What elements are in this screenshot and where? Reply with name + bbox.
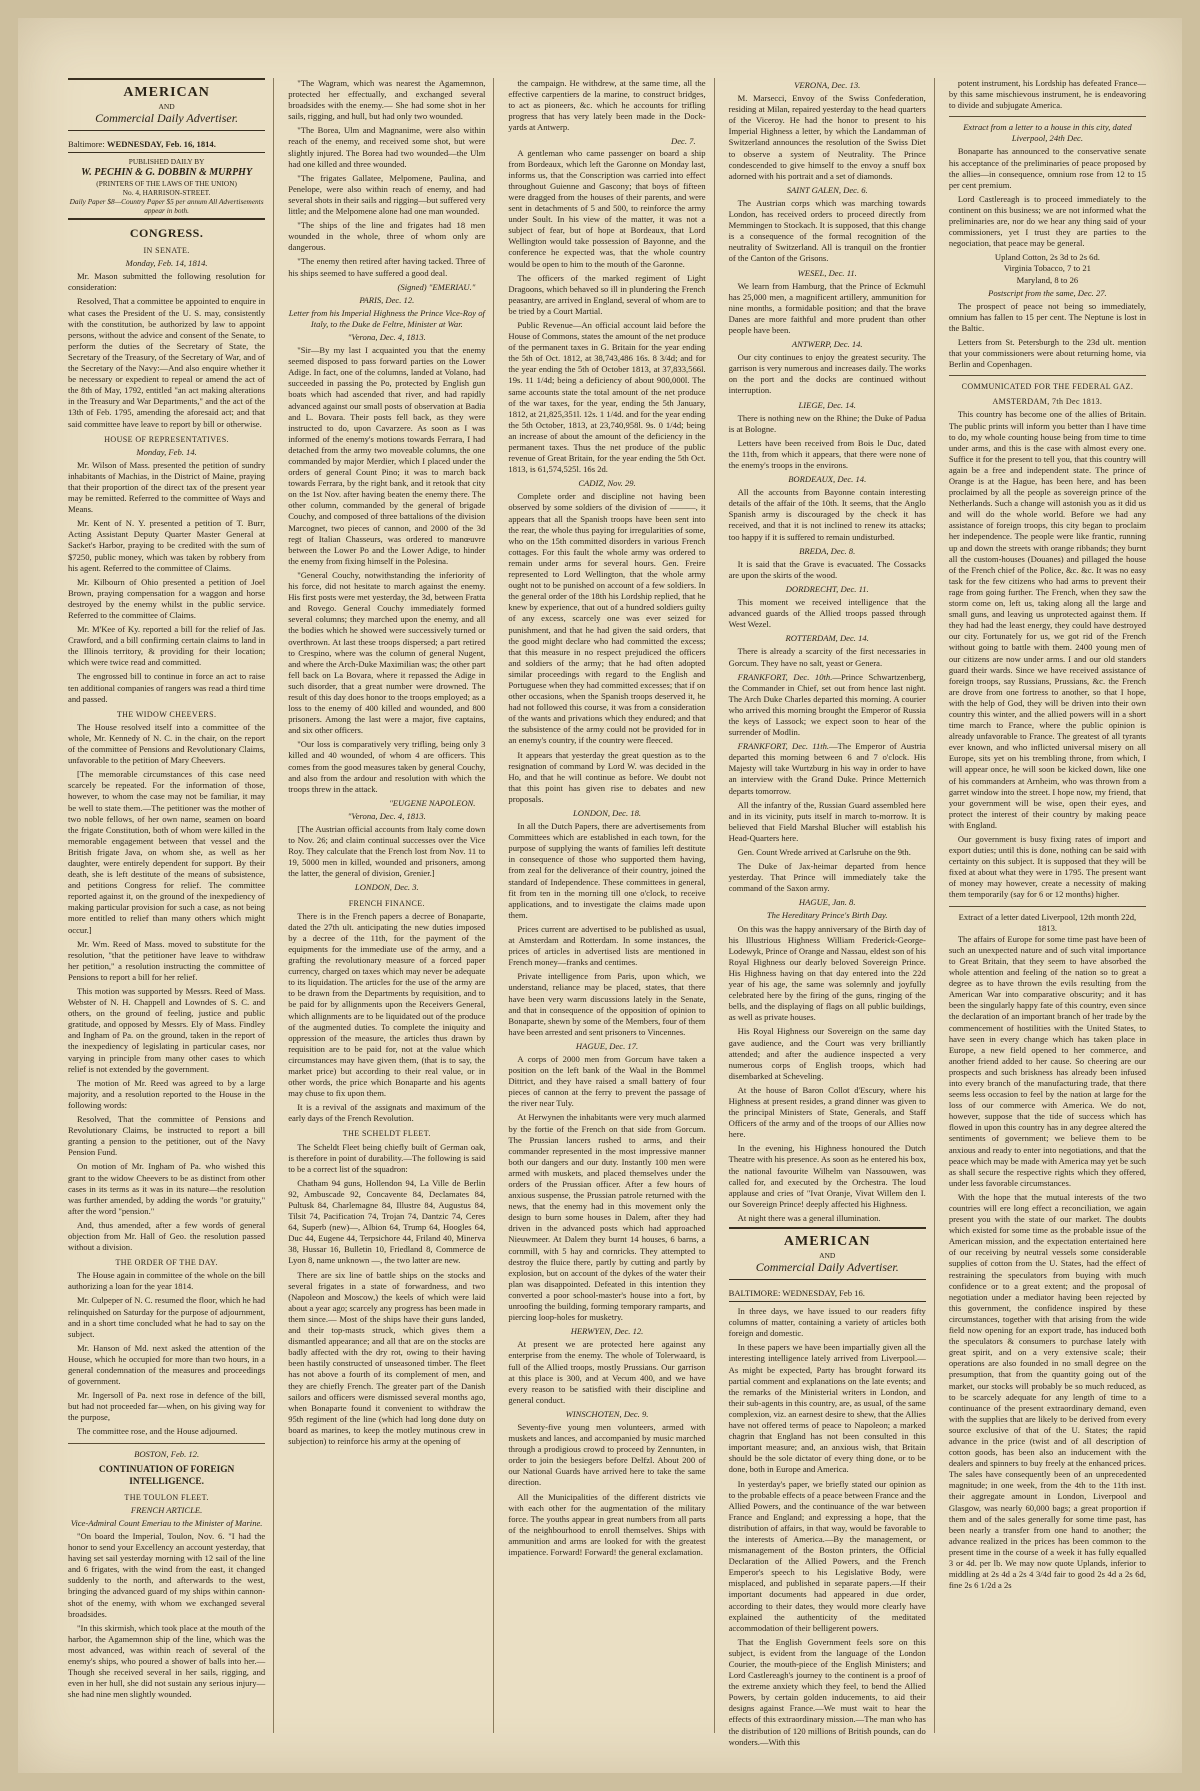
congress-heading: CONGRESS. xyxy=(129,226,204,241)
paragraph: Mr. Hanson of Md. next asked the attention of the House, which he occupied for more than two hours, in a general condemnation of the measures and proceedings of government. xyxy=(68,1342,266,1387)
paragraph: In all the Dutch Papers, there are advertisements from Committees which are established in each town, for the purpose of supplying the wants of families left destitute in consequence of those who supported them having, from zeal for the deliverance of their country, joined the standard of Independence. These committees in general, fit from ten in the morning till one o'clock, to receive applications, and to investigate the claims made upon them. xyxy=(508,821,706,920)
paragraph: Mr. Kilbourn of Ohio presented a petition of Joel Brown, praying compensation for a waggon and horse destroyed by the enemy whilst in the public service. Referred to the committee of Claims. xyxy=(68,576,266,620)
paragraph: [The memorable circumstances of this case need scarcely be repeated. For the information of those, however, to whom the case may not be familiar, it may be well to state them.—The petitioner was the mother of two noble fellows, of her own name, seamen on board the frigate Constitution, both of whom were killed in the memorable engagement between that vessel and the British frigate Java, on whom she, as well as her daughter, were entirely dependent for support. By their death, she is left destitute of the means of subsistence, and petitions Congress for relief. The committee reported against it, on the ground of the inexpediency of making particular provision for such a case, as not being more entitled to relief than many others which might occur.] xyxy=(68,769,266,935)
paragraph: We learn from Hamburg, that the Prince of Eckmuhl has 25,000 men, a magnificent artillery, ammunition for nine months, a formidable position; and that the brave Danes are more faithful and more prudent than other people have been. xyxy=(728,280,926,335)
wesel-dateline: WESEL, Dec. 11. xyxy=(797,267,857,278)
publishers: W. PECHIN & G. DOBBIN & MURPHY xyxy=(81,167,253,179)
paragraph: Mr. Kent of N. Y. presented a petition of T. Burr, Acting Assistant Deputy Quarter Master General at Sacket's Harbor, praying to be credited with the sum of $7250, public money, which was taken by robbery from his agent. Referred to the committee of Claims. xyxy=(68,518,266,573)
frankfort-dateline: FRANKFORT, Dec. 10th. xyxy=(737,671,833,682)
masthead-subtitle: Commercial Daily Advertiser. xyxy=(95,111,239,125)
continuation-heading: CONTINUATION OF FOREIGN INTELLIGENCE. xyxy=(98,1464,235,1487)
signature: "EUGENE NAPOLEON. xyxy=(389,797,476,808)
paragraph xyxy=(729,741,926,796)
terms: Daily Paper $8—Country Paper $5 per annum All Advertisements appear in both. xyxy=(68,197,265,220)
paragraph: This moment we received intelligence that the advanced guards of the Allied troops passed through West Wezel. xyxy=(728,597,926,630)
paragraph: Mr. Ingersoll of Pa. next rose in defence of the bill, but had not proceeded far—when, on his giving way for the purpose, xyxy=(68,1390,266,1423)
paragraph: Private intelligence from Paris, upon which, we understand, reliance may be placed, states, that there have been very warm discussions lately in the Senate, and that in consequence of the opposition of opinion to Bonaparte, shewn by some of the Members, four of them have been arrested and sent prisoners to Vincennes. xyxy=(508,971,706,1037)
saint-galen-dateline: SAINT GALEN, Dec. 6. xyxy=(786,184,868,195)
price-line: Upland Cotton, 2s 3d to 2s 6d. xyxy=(994,252,1100,263)
boston-dateline: BOSTON, Feb. 12. xyxy=(134,1448,200,1459)
paragraph xyxy=(729,672,926,739)
published-by: PUBLISHED DAILY BY xyxy=(128,157,205,167)
divider xyxy=(949,906,1146,907)
paragraph: M. Marsecci, Envoy of the Swiss Confederation, residing at Milan, repaired yesterday to the head quarters of the Viceroy. He had the honor to present to his Imperial Highness a letter, by which the Landamman of Switzerland announces the resolution of the Swiss Diet to observe a system of Neutrality. The Prince condescended to give himself to the envoy a snuff box adorned with his portrait and a set of diamonds. xyxy=(728,93,926,181)
divider xyxy=(949,375,1146,376)
paragraph: The affairs of Europe for some time past have been of such an unexpected nature and of such vital importance to Great Britain, that they seem to have absorbed the whole attention and feeling of the nation so to great a degree as to have thrown the evils resulting from the American War into comparative obscurity; and it has been the singularly happy fate of this country, even since the declaration of an important branch of her trade by the commencement of hostilities with the United States, to have seen in every change which has taken place in Europe, a new field opened to her commerce, and another friend added to her cause. So cheering are our prospects and such briskness has already been infused into every branch of the manufacturing trade, that there seems less occasion to feel by the nation at large for the loss of our commerce with America. We do not, however, suppose that the tide of success which has flowed in upon this country has in any degree altered the sentiments of government; we believe them to be anxious and ready to enter into negotiations, and that the peace which may be made with America may yet be such as shall secure the respective rights which they offered, under less favorable circumstances. xyxy=(948,933,1147,1188)
paragraph: That the English Government feels sore on this subject, is evident from the language of the London Courier, the mouth-piece of the English Ministers; and Lord Castlereagh's journey to the continent is a proof of the extreme anxiety which they feel, to bend the Allied Powers, by certain golden inducements, to aid their designs against France.—We must wait to hear the effects of this extraordinary mission.—The man who has the distribution of 120 millions of British pounds, can do wonders.—With this xyxy=(728,1636,926,1747)
london-dateline: LONDON, Dec. 3. xyxy=(354,882,419,893)
paris-dateline: PARIS, Dec. 12. xyxy=(359,294,415,305)
paragraph: All the Municipalities of the different districts vie with each other for the augmentation of the military force. The youths appear in great numbers from all parts of the neighbourhood to enroll themselves. Ships with ammunition and arms are looked for with the greatest impatience. Forward! Forward! the general exclamation. xyxy=(508,1491,706,1557)
birthday-heading: The Hereditary Prince's Birth Day. xyxy=(766,910,888,921)
paragraph: In yesterday's paper, we briefly stated our opinion as to the probable effects of a peace between France and the Allied Powers, and the continuance of the war between France and England; and expressing a hope, that the distribution of affairs, in that way, would be favorable to the interests of America.—By the management, or mismanagement of the Boston printers, the Official Declaration of the Allied Powers, and the French Emperor's speech to his Legislative Body, were misplaced, and published in separate papers.—If their important documents had appeared in due order, according to their dates, they would more clearly have explained the authenticity of the meditated accommodation of their belligerent powers. xyxy=(728,1478,926,1633)
masthead-and: AND xyxy=(158,102,175,111)
paragraph: At night there was a general illumination. xyxy=(737,1212,881,1223)
dateline: Baltimore: WEDNESDAY, Feb. 16, 1814. xyxy=(68,137,265,153)
verona-dateline: "Verona, Dec. 4, 1813. xyxy=(347,331,426,342)
paragraph: "The Wagram, which was nearest the Agamemnon, protected her effectually, and exchanged several broadsides with the enemy.— She had some shot in her sails, rigging, and hull, but had only two wounded. xyxy=(288,78,486,122)
column-2 xyxy=(288,78,494,1733)
masthead-title: AMERICAN xyxy=(783,1234,871,1249)
paragraph: [The Austrian official accounts from Italy come down to Nov. 26; and claim continual successes over the Vice Roy. They calculate that the French lost from Nov. 11 to 19, 5000 men in killed, wounded and prisoners, among the latter, the general of division, Grenier.] xyxy=(288,824,486,879)
dordrecht-dateline: DORDRECHT, Dec. 11. xyxy=(785,583,869,594)
paragraph: Our city continues to enjoy the greatest security. The garrison is very numerous and increases daily. The works on the port and the docks are continued without interruption. xyxy=(728,352,926,396)
paragraph: The House again in committee of the whole on the bill authorizing a loan for the year 1814. xyxy=(68,1270,266,1292)
extract-heading: Extract from a letter to a house in this city, dated Liverpool, 24th Dec. xyxy=(963,122,1132,144)
paragraph: "General Couchy, notwithstanding the inferiority of his force, did not hesitate to march against the enemy. His first posts were met yesterday, the 3d, between Fratta and Rovego. General Couchy immediately formed several columns; they marched upon the enemy, and all the bodies which he showed were successively turned or overthrown. At last these troops dispersed; a part retired to Crespino, where was the column of general Nugent, and where the Arch-Duke Maximilian was; the other part fell back on La Bovara, where it repassed the Adige in such disorder, that a great number were drowned. The result of this day does honor to the troops employed; as a loss to the enemy of 400 killed and wounded, and 800 prisoners. Among the last were a major, five captains, and six other officers. xyxy=(288,569,486,736)
finance-heading: FRENCH FINANCE. xyxy=(348,898,425,908)
extract-heading: Extract of a letter dated Liverpool, 12th month 22d, 1813. xyxy=(958,911,1137,933)
paragraph: In three days, we have issued to our readers fifty columns of matter, containing a variety of articles both foreign and domestic. xyxy=(728,1306,926,1339)
verona-dateline: VERONA, Dec. 13. xyxy=(794,80,861,90)
paragraph: This country has become one of the allies of Britain. The public prints will inform you better than I have time to do, my whole counting house being from time to time under arms, and this is the case with almost every one. Suffice it for the present to tell you, that this country will again be a free and independent state. The prince of Orange is at the Hague, has been here, and has been proclaimed by all the people as sovereign prince of the Netherlands. Such a change will astonish you as it did us and will do the whole world. Before we had any assistance of foreign troops, this city began to proclaim her independence. The people were like frantic, running up and down the streets with orange ribbands; they burnt all the custom-houses (Douanes) and pillaged the house of the French chief of the Police, &c. &c. It was no easy task for the few citizens who had arms to prevent their rage from going further. The French, when they saw the storm come on, left us, taking along all the large and small guns, and leaving us unprotected against them. If they had had the least energy, they could have destroyed our city. Fortunately for us, we got rid of the French without going to battle with them. 2400 young men of our citizens are now under arms. I and our old standers guard their wards. Since we have received assistance of foreign troops, say Russians, Prussians, &c. the French are drove from one fortress to another, so that I hope, with the help of God, they will be driven into their own country this winter, and the allied powers will in a short time march to France, where the public opinion is already unfavorable to France. The greatest of all tyrants ever known, and who inflicted universal misery on all Europe, sits yet on his trembling throne, from which, I will appear once, he will soon be kicked down, like one of his commanders at Arnheim, who was thrown from a garret window into the street. I hope now, my friend, that your government will be wise, open their eyes, and protect the interest of their country by making peace with England. xyxy=(948,409,1147,830)
price-line: Maryland, 8 to 26 xyxy=(1016,274,1079,285)
divider xyxy=(68,1443,265,1444)
paragraph: "The ships of the line and frigates had 18 men wounded in the whole, three of whom only are dangerous. xyxy=(288,220,486,253)
house-heading: HOUSE OF REPRESENTATIVES. xyxy=(104,434,229,444)
widow-heading: THE WIDOW CHEEVERS. xyxy=(116,709,217,719)
senate-date: Monday, Feb. 14, 1814. xyxy=(125,258,208,269)
paragraph: Lord Castlereagh is to proceed immediately to the continent on this business; we are not informed what the preliminaries are, nor do we hear any thing said of your commissioners, yet I trust they are parties to the negociation, that peace may be general. xyxy=(948,193,1147,249)
paragraph: His Royal Highness our Sovereign on the same day gave audience, and the Court was very brilliantly attended; and after the audience inspected a very numerous corps of English troops, which had disembarked at Scheveling. xyxy=(728,1026,926,1081)
paragraph: It is said that the Grave is evacuated. The Cossacks are upon the skirts of the wood. xyxy=(728,558,926,580)
communicated-heading: COMMUNICATED FOR THE FEDERAL GAZ. xyxy=(961,382,1134,392)
frankfort-dateline: FRANKFORT, Dec. 11th. xyxy=(737,741,830,752)
paragraph: A corps of 2000 men from Gorcum have taken a position on the left bank of the Waal in the Bommel Dittrict, and they have raised a small battery of four pieces of cannon at the ferry to prevent the passage of the river near Tuly. xyxy=(508,1053,706,1109)
herwynen-dateline: HERWYEN, Dec. 12. xyxy=(570,1326,644,1337)
postscript-heading: Postscript from the same, Dec. 27. xyxy=(988,287,1107,298)
paragraph: The motion of Mr. Reed was agreed to by a large majority, and a resolution reported to the House in the following words: xyxy=(68,1077,266,1110)
dateline-date: WEDNESDAY, Feb. 16, 1814. xyxy=(106,139,216,149)
paragraph: In the evening, his Highness honoured the Dutch Theatre with his presence. As soon as he entered his box, the national favourite Wilhelm van Nassouwen, was called for, and executed by the Orchestra. The loud applause and cries of "Ivat Oranje, Vivat Willem den I. our Sovereign Prince! deeply affected his Highness. xyxy=(728,1143,926,1209)
paragraph: "The Borea, Ulm and Magnanime, were also within reach of the enemy, and received some shot, but were slightly injured. The Borea had two wounded—the Ulm had one killed and three wounded. xyxy=(288,125,486,169)
paragraph: The committee rose, and the House adjourned. xyxy=(77,1426,238,1437)
paragraph: It appears that yesterday the great question as to the resignation of command by Lord W. was decided in the Ho, and that he will continue as before. We doubt not that this point has given rise to debates and new proposals. xyxy=(508,749,706,804)
paragraph: Gen. Count Wrede arrived at Carlsruhe on the 9th. xyxy=(737,847,911,857)
paragraph: "On board the Imperial, Toulon, Nov. 6. "I had the honor to send your Excellency an account yesterday, that having set sail yesterday morning with 12 sail of the line and 6 frigates, with the wind from the east, it changed suddenly to the north, and afterwards to the west, bringing the advanced guard of my ships within cannon-shot of the enemy, with whom we exchanged several broadsides. xyxy=(68,1530,266,1619)
columns xyxy=(68,78,1147,1747)
paragraph: Bonaparte has announced to the conservative senate his acceptance of the preliminaries of peace proposed by the allies—in consequence, omnium rose from 12 to 15 per cent premium. xyxy=(948,146,1147,190)
french-article-heading: FRENCH ARTICLE. xyxy=(130,1504,203,1515)
paragraph: At present we are protected here against any enterprise from the enemy. The whole of Tolerwaard, is full of the Allied troops, mostly Prussians. Our garrison at this place is 300, and at Vecum 400, and we have every reason to be satisfied with their discipline and general conduct. xyxy=(508,1339,706,1405)
paragraph: potent instrument, his Lordship has defeated France—by this same mischievous instrument, he is endeavoring to divide and subjugate America. xyxy=(948,78,1147,111)
paragraph: There is nothing new on the Rhine; the Duke of Padua is at Bologne. xyxy=(728,412,926,434)
paragraph: Mr. Culpeper of N. C. resumed the floor, which he had relinquished on Saturday for the purpose of adjournment, and in a short time concluded what he had to say on the subject. xyxy=(68,1295,266,1339)
paragraph: "The enemy then retired after having tacked. Three of his ships seemed to have suffered a good deal. xyxy=(288,256,486,278)
masthead xyxy=(68,78,265,131)
winschoten-dateline: WINSCHOTEN, Dec. 9. xyxy=(565,1408,649,1419)
paragraph: Letters from St. Petersburgh to the 23d ult. mention that your commissioners were about returning home, via Berlin and Copenhagen. xyxy=(948,336,1147,370)
breda-dateline: BREDA, Dec. 8. xyxy=(799,545,856,556)
amsterdam-dateline: AMSTERDAM, 7th Dec 1813. xyxy=(992,397,1103,407)
paragraph: The engrossed bill to continue in force an act to raise ten additional companies of rangers was read a third time and passed. xyxy=(68,671,266,704)
paragraph: "In this skirmish, which took place at the mouth of the harbor, the Agamemnon ship of the line, which was the most advanced, was within reach of several of the enemy's ships, who poured a shower of balls into her.— Though she received several in her sails, rigging, and even in her hull, she did not sustain any serious injury—she had nine men slightly wounded. xyxy=(68,1622,266,1700)
divider xyxy=(949,116,1146,117)
paragraph: Resolved, That a committee be appointed to enquire in what cases the President of the U. S. may, consistently with the constitution, be authorized by law to appoint persons, without the advice and consent of the Senate, to perform the duties of the Secretary of State, the Secretary of the Treasury, of the Secretary of War, and of the Secretary of the Navy:—And also enquire whether it be necessary or expedient to repeal or amend the act of the 8th of May, 1792, entitled "an act making alterations in the Treasury and War Departments," and the act of the 13th of Feb. 1795, amending the aforesaid act; and that said committee have leave to report by bill or otherwise. xyxy=(68,296,266,429)
masthead-secondary xyxy=(729,1227,926,1280)
senate-heading: IN SENATE. xyxy=(143,246,190,256)
paragraph: Mr. Wilson of Mass. presented the petition of sundry inhabitants of Machias, in the District of Maine, praying that their proportion of the direct tax of the present year may be remitted. Referred to the committee of Ways and Means. xyxy=(68,459,266,515)
paragraph: This motion was supported by Messrs. Reed of Mass. Webster of N. H. Chappell and Lowndes of S. C. and others, on the ground of feeling, justice and public gratitude, and opposed by Messrs. Ely of Mass. Findley and Ingham of Pa. on the ground, taken in the report of the inexpediency of legislating in particular cases, nor varying in principle from many other cases to which relief is not extended by the government. xyxy=(68,986,266,1074)
paragraph: There are six line of battle ships on the stocks and several frigates in a state of forwardness, and two (Napoleon and Moscow,) the keels of which were laid about a year ago; scarcely any progress has been made in them since.— Most of the ships have their guns landed, and their top-masts struck, which gives them a dismantled appearance; and all that are on the stocks are badly affected with the dry rot, owing to their having been hastily constructed of unseasoned timber. The fleet has not above a fourth of its complement of men, and they are chiefly French. The greater part of the Danish sailors and officers were dismissed several months ago, when Bonaparte found it convenient to withdraw the 95th regiment of the line (which had long done duty on board as marines, to keep the motley mutinous crew in subjection) to reinforce his army at the opening of xyxy=(288,1269,486,1446)
signature: (Signed) "EMERIAU." xyxy=(397,281,476,292)
verona-dateline: "Verona, Dec. 4, 1813. xyxy=(347,810,426,821)
paragraph: The House resolved itself into a committee of the whole, Mr. Kennedy of N. C. in the chair, on the report of the committee of Pensions and Revolutionary Claims, unfavorable to the petition of Mary Cheevers. xyxy=(68,721,266,766)
paragraph: There is already a scarcity of the first necessaries in Gorcum. They have no salt, yeast or Genera. xyxy=(728,646,926,668)
paragraph: And, thus amended, after a few words of general objection from Mr. Hall of Geo. the resolution passed without a division. xyxy=(68,1219,266,1253)
paragraph: All the infantry of the, Russian Guard assembled here and in its vicinity, puts itself in march to-morrow. It is believed that Field Marshal Blucher will establish his Head-Quarters here. xyxy=(728,799,926,843)
paragraph: With the hope that the mutual interests of the two countries will ere long effect a reconciliation, we again present you with the state of our market. The doubts which existed for some time as the probable issue of the American mission, and the expectation entertained here of our receiving by neutral vessels some considerable supplies of cotton from the U. States, had the effect of restraining the speculators from buying with much confidence or to a great extent; and the proposal of negotiation under a mediator having been rejected by this government, the confidence inspired by these circumstances, together with that arising from the wide field now opening for an export trade, has induced both the speculators & consumers to purchase lately with great spirit, and on a very extensive scale; their operations are also founded in no small degree on the presumption, that from the quantity going out of the market, our stocks will probably be so much reduced, as to be scarcely adequate for any length of time to a continuance of the present extraordinary demand, even with the supplies that are likely to be derived from every source exclusive of that of the U. States; the rapid advance in the price (twist and of all description of cotton goods, has been also an inducement with the dealers and spinners to buy freely at the enhanced prices. The sales have consequently been of an unprecedented magnitude; in one week, from the 4th to the 11th inst. their aggregate amount in London, Liverpool and Glasgow, was nearly 60,000 bags; a great proportion if them and of the sales generally for some time past, has been nearly a transfer from one hand to another; the advance realized in the prices has been common to the present time in the course of a week it has fully equalled 3 or 4d. per lb. We may now quote Uplands, inferior to middling at 2s 4d a 2s 4 3/4d fair to good 2s 4d a 2s 6d, fine 2s 6 1/2d a 2s xyxy=(948,1191,1147,1591)
paragraph: All the accounts from Bayonne contain interesting details of the affair of the 10th. It seems, that the Anglo Spanish army is discouraged by the check it has received, and that it is not inclined to renew its attacks; too happy if it is suffered to remain undisturbed. xyxy=(728,487,926,542)
paragraph: Mr. Wm. Reed of Mass. moved to substitute for the resolution, "that the petitioner have leave to withdraw her petition," a resolution instructing the committee of Pensions to report a bill for her relief. xyxy=(68,938,266,982)
paragraph: Complete order and discipline not having been observed by some soldiers of the division of ———, it appears that all the Spanish troops have been sent into the rear, the whole thus paying for irregularities of some, who on the 15th committed disorders in various French cottages. For this fault the whole army was ordered to remain under arms for several hours. Gen. Freire represented to Lord Wellington, that the whole army ought not to be punished on account of a few soldiers. In the general order of the 18th his Lordship replied, that he knew by experience, that out of a hundred soldiers guilty of any excess, scarcely one was ever seized for punishment, and that he had given the said orders, that the good might declare who had committed the excess; that this measure in no respect prejudiced the officers and soldiers of the army; that he had often adopted similar proceedings with regard to the English and Portuguese when they had committed excesses; that if on other occasions, when the Spanish troops deserved it, he had not followed this course, it was from a consideration of the wants and privations which they endured; and that the subsistence of the army could not be provided for in an enemy's country, if the country were fleeced. xyxy=(508,491,706,746)
paragraph: In these papers we have been impartially given all the interesting intelligence lately arrived from Liverpool.—As might be expected, Party has brought forward its partial comment and explanations on the late events; and the remarks of the Ministerial writers in London, and their sub-agents in this country, are, as usual, of the same complexion, viz. an earnest desire to shew, that the Allies have not offered terms of peace to Napoleon; a marked chagrin that England has not been consulted in this important measure; and, an anxious wish, that Britain should be the sole dictator of every thing done, or to be done, both in Europe and America. xyxy=(728,1342,926,1475)
toulon-heading: THE TOULON FLEET. xyxy=(124,1492,209,1502)
masthead-title: AMERICAN xyxy=(123,85,210,100)
paragraph: Mr. Mason submitted the following resolution for consideration: xyxy=(68,271,266,293)
paragraph: The Duke of Jax-heimar departed from hence yesterday. That Prince will immediately take the command of the Saxon army. xyxy=(728,861,926,894)
paragraph: "The frigates Gallatee, Melpomene, Paulina, and Penelope, were also within reach of enemy, and had several shots in their sails and rigging—but suffered very little; and the Melpomene alone had one man wounded. xyxy=(288,172,486,217)
house-date: Monday, Feb. 14. xyxy=(136,446,197,457)
address: No. 4, HARRISON-STREET. xyxy=(122,188,211,198)
scheldt-heading: THE SCHELDT FLEET. xyxy=(342,1129,431,1139)
paragraph: At Herwynen the inhabitants were very much alarmed by the fortie of the French on that side from Gorcum. The Prussian lancers rushed to arms, and their commander represented in the most impressive manner both our dangers and our duty. Instantly 100 men were armed with muskets, and placed themselves under the orders of the Prussian officer. After a few hours of anxious suspense, the Prussian patrole returned with the news, that the enemy had in this movement only the design to burn some houses in Dalem, after they had driven in the advanced posts which had approached Nieuwmeer. At Dalem they burnt 14 houses, 6 barns, a cornmill, with 5 hay and cornricks. They attempted to destroy the fluice there, partly by cutting and partly by explosion, but on account of the dykes of the water their plan was disappointed. Defeated in this intention they converted a poor school-master's house into a fort, by unroofing the building, forming temporary ramparts, and piercing loop-holes for musketry. xyxy=(508,1112,706,1323)
order-heading: THE ORDER OF THE DAY. xyxy=(115,1258,218,1268)
paragraph: Mr. M'Kee of Ky. reported a bill for the relief of Jas. Crawford, and a bill confirming certain claims to land in the Illinois territory, & providing for their location; which were twice read and committed. xyxy=(68,624,266,668)
column-1 xyxy=(68,78,274,1733)
paragraph: Letters have been received from Bois le Duc, dated the 11th, from which it appears, that there were none of the enemy's troops in the environs. xyxy=(728,437,926,470)
paragraph: "Sir—By my last I acquainted you that the enemy seemed disposed to pass forward parties on the Lower Adige. In fact, one of the columns, landed at Volano, had succeeded in passing the Po, protected by English gun boats which had ascended that river, and had rapidly advanced against our small posts of observation at Badia and L. Bovara. Their posts fell back, as they were instructed to do, upon Cavarzere. As soon as I was informed of the enemy's motions towards Ferrara, I had detached from the army two moveable columns, the one commanded by major Merdier, which I placed under the orders of general Count Pino; it was to march back towards Ferrara, by the right bank, and it retook that city on the 1st Nov. after having beaten the enemy there. The other column, commanded by the general of brigade Couchy, and composed of three battalions of the division Marcognet, two pieces of cannon, and 2000 of the 3d regt of Italian Chasseurs, was ordered to manœuvre between the Lower Po and the Lower Adige, to hinder the enemy from fixing himself in the Polesina. xyxy=(288,345,486,566)
paragraph-text: —The Emperor of Austria departed this morning between 6 and 7 o'clock. His Majesty will take Wurtzburg in his way in order to have an interview with the Grand Duke. Prince Metternich departs tomorrow. xyxy=(728,741,926,796)
paragraph: Our government is busy fixing rates of import and export duties; until this is done, nothing can be said with certainty on this subject. It is supposed that they will be fixed at about what they were in 1795. The present want of money may however, create a necessity of making them temporarily (say for 6 or 12 months) higher. xyxy=(948,834,1147,900)
paragraph: Public Revenue—An official account laid before the House of Commons, states the amount of the net produce of the permanent taxes in G. Britain for the year ending the 5th of Oct. 1812, at 38,743,486 16s. 8 3/4d; and for the year ending the 5th of October 1813, at 37,833,566l. 19s. 11 1/4d; being a deficiency of about 900,000l. The same accounts state the total amount of the net produce of the war taxes, for the year, ending the 5th January, 1812, at 21,825,351l. 12s. 1 1/4d. and for the year ending the 5th October, 1813, at 23,740,958l. 9s. 0 1/4d; being an increase of about the amount of the deficiency in the permanent taxes. Thus the net produce of the public revenue of Great Britain, for the year ending the 5th Oct. 1813, is 61,574,525l. 16s 2d. xyxy=(508,319,706,475)
paragraph: the campaign. He withdrew, at the same time, all the effective carpentiers de la marine, to construct bridges, to act as pioneers, &c. which he accounts for trifling progress that has very lately been made in the Dock-yards at Antwerp. xyxy=(508,78,706,133)
dateline: Dec. 7. xyxy=(671,136,696,147)
price-line: Virginia Tobacco, 7 to 21 xyxy=(1003,263,1091,274)
paragraph: Seventy-five young men volunteers, armed with muskets and lances, and accompanied by music marched through a prodigious crowd to proceed by Zennunten, in order to join the besiegers before Delfzl. About 200 of our National Guards have arrived here to take the same direction. xyxy=(508,1421,706,1488)
cadiz-dateline: CADIZ, Nov. 29. xyxy=(578,478,636,489)
column-4 xyxy=(728,78,935,1747)
paragraph: Resolved, That the committee of Pensions and Revolutionary Claims, be instructed to report a bill granting a pension to the petitioner, out of the Navy Pension Fund. xyxy=(68,1114,266,1158)
rotterdam-dateline: ROTTERDAM, Dec. 14. xyxy=(785,633,869,644)
printers: (PRINTERS OF THE LAWS OF THE UNION) xyxy=(96,179,237,189)
vice-admiral-heading: Vice-Admiral Count Emeriau to the Minister of Marine. xyxy=(70,1517,263,1528)
paragraph: The Scheldt Fleet being chiefly built of German oak, is therefore in point of durability.—The following is said to be a correct list of the squadron: xyxy=(288,1141,486,1174)
paragraph: Prices current are advertised to be published as usual, at Amsterdam and Rotterdam. In some instances, the prices of articles in advertised lists are mentioned in French money—franks and centimes. xyxy=(508,923,706,968)
paragraph: On this was the happy anniversary of the Birth day of his Illustrious Highness William Frederick-George-Lodewyk, Prince of Orange and Nassau, eldest son of his Royal Highness our dearly beloved Sovereign Prince. His Highness having on that day entered into the 22d year of his age, the same was solemnly and joyfully celebrated here by the firing of the guns, ringing of the bells, and the displaying of flags on all public buildings, as well as private houses. xyxy=(728,923,926,1023)
london-dateline: LONDON, Dec. 18. xyxy=(572,808,642,818)
paragraph: Chatham 94 guns, Hollendon 94, La Ville de Berlin 92, Ambuscade 92, Concavente 84, Declamates 84, Pultusk 84, Charlemagne 84, Illustre 84, Augustus 84, Tilsit 74, Pacification 74, Trojan 74, Dantzic 74, Ceres 64, Superb (new)—, Albion 64, Trump 64, Hoogles 64, Duc 44, Eugene 44, Terpsichore 44, Friland 40, Minerva 38, Hussar 16, Bulletin 10, Friedland 8, Commerce de Lyon 8, name unknown —, the two latter are new. xyxy=(288,1177,486,1266)
dateline-place: Baltimore xyxy=(68,139,103,149)
column-3 xyxy=(508,78,714,1733)
hague-dateline: HAGUE, Dec. 17. xyxy=(575,1040,639,1051)
antwerp-dateline: ANTWERP, Dec. 14. xyxy=(791,339,863,350)
paragraph: The officers of the marked regiment of Light Dragoons, which behaved so ill in plundering the French peasantry, are arrived in England, several of whom are to be tried by a Court Martial. xyxy=(508,272,706,316)
paragraph: The Austrian corps which was marching towards London, has received orders to proceed directly from Memmingen to Stockach. It is supposed, that this change is a consequence of the formal recognition of the neutrality of Switzerland. All is tranquil on the frontier of the Canton of the Grisons. xyxy=(728,197,926,264)
column-5 xyxy=(949,78,1146,1733)
masthead-and: AND xyxy=(819,1251,836,1260)
bordeaux-dateline: BORDEAUX, Dec. 14. xyxy=(788,474,867,485)
paragraph: A gentleman who came passenger on board a ship from Bordeaux, which left the Garonne on Monday last, informs us, that the Conscription was carried into effect throughout Guienne and Gascony; that boys of fifteen were dragged from the houses of their parents, and were sent in detachments of 5 and 500, to reinforce the army under Soult. In his view of the matter, it was not a subject of fear, but of hope at Bordeaux, that Lord Wellington would take possession of Bayonne, and the conference he expected was, that the whole country would be open to him to the mouth of the Garonne. xyxy=(508,147,706,269)
paragraph: There is in the French papers a decree of Bonaparte, dated the 27th ult. anticipating the new duties imposed by a decree of the 11th, for the payment of the equipments for the immediate use of the army, and a grafting the revolutionary measure of a forced paper currency, charged on taxes which may never be adequate to its liquidation. The articles for the use of the army are to be drawn from the Departments by requisition, and to be paid for by allignments upon the Receivers General, which allignments are to be liquidated out of the produce of the augmented duties. To complete the iniquity and oppression of the measure, the articles thus drawn by requisition are to be paid for, not at the value which circumstances may have given them, (that is to say, the market price) but according to their real value, or in other words, the price which Bonaparte and his agents may chuse to fix upon them. xyxy=(288,910,486,1099)
liege-dateline: LIEGE, Dec. 14. xyxy=(798,399,856,410)
letter-heading: Letter from his Imperial Highness the Prince Vice-Roy of Italy, to the Duke de Feltre, Minister at War. xyxy=(288,307,485,329)
hague-dateline: HAGUE, Jan. 8. xyxy=(798,897,856,908)
newspaper-page xyxy=(18,18,1182,1773)
paragraph: At the house of Baron Collot d'Escury, where his Highness at present resides, a grand dinner was given to the principal Ministers of State, Generals, and Staff Officers of the army and of the troops of our Allies now here. xyxy=(728,1084,926,1140)
masthead-subtitle: Commercial Daily Advertiser. xyxy=(755,1260,899,1274)
paragraph: "Our loss is comparatively very trifling, being only 3 killed and 40 wounded, of whom 4 are officers. This comes from the good measures taken by general Couchy, and also from the ardour and resolution with which the troops threw in the attack. xyxy=(288,739,486,794)
paragraph: The prospect of peace not being so immediately, omnium has fallen to 15 per cent. The Neptune is lost in the Baltic. xyxy=(948,300,1147,333)
paragraph: It is a revival of the assignats and maximum of the early days of the French Revolution. xyxy=(288,1102,486,1124)
dateline: BALTIMORE: WEDNESDAY, Feb 16. xyxy=(729,1286,926,1302)
paragraph-text: —Prince Schwartzenberg, the Commander in Chief, set out from hence last night. The Arch Duke Charles departed this morning. A courier who arrived this morning brought the Emperor of Russia the keys of Lassock; we expect soon to hear of the surrender of Modlin. xyxy=(728,671,926,738)
paragraph: On motion of Mr. Ingham of Pa. who wished this grant to the widow Cheevers to be as distinct from other cases in its terms as it was in its nature—the resolution was further amended, by adding the words "or gratuity," after the word "pension." xyxy=(68,1161,266,1216)
